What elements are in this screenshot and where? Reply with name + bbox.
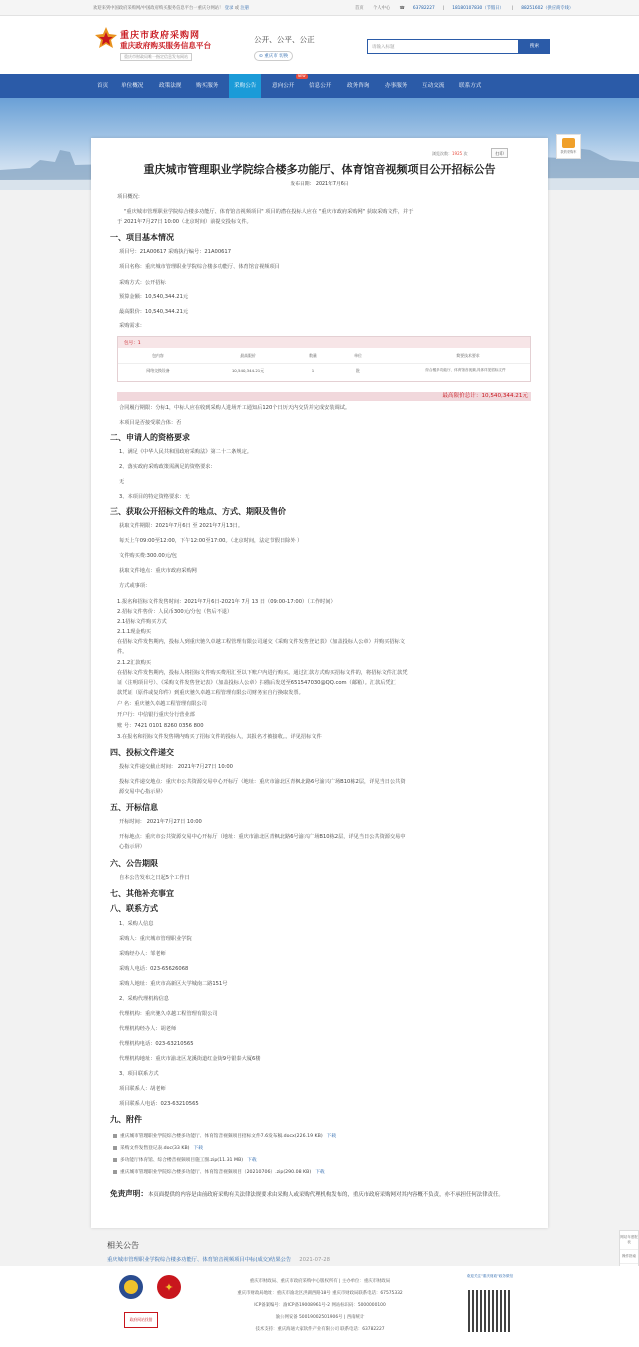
obtain-detail: 2.1招标文件购买方式 <box>117 619 167 625</box>
section-notice-period: 六、公告期限 <box>110 859 158 868</box>
table-cell: 网络交换设备 <box>146 368 170 373</box>
contact-line: 采购人地址：重庆市高新区大学城南二路151号 <box>119 981 228 987</box>
site-header <box>0 16 639 74</box>
cart-icon <box>562 138 575 148</box>
footer <box>0 1266 639 1347</box>
obtain-detail: 款凭证（原件或复印件）到重庆驰久卓越工程管理有限公司财务室自行换取发票。 <box>117 690 304 696</box>
contract-period: 合同履行期限：分标1，中标人应在收到采购人进场开工通知后120个日历天内交货并完成安装调试。 <box>119 405 351 411</box>
section-contact: 八、联系方式 <box>110 904 158 913</box>
requirement-table <box>117 336 531 382</box>
overview-label: 项目概况： <box>117 194 143 200</box>
guide-button[interactable]: 操作指南 <box>620 1250 638 1264</box>
budget-amount: 预算金额：10,540,344.21元 <box>119 294 189 300</box>
attachment-name[interactable]: 重庆城市管理职业学院综合楼多功能厅、体育馆音视频项目招标文件7.6发布稿.docx(226.19 KB) <box>120 1134 323 1139</box>
publish-date: 发布日期： 2021年7月6日 <box>290 182 349 187</box>
consortium: 本项目是否接受联合体：否 <box>119 420 182 426</box>
bid-location-2: 源交易中心指示屏） <box>119 789 166 795</box>
logo-subtitle: 重庆政府购买服务信息平台 <box>120 41 212 50</box>
logo-title: 重庆市政府采购网 <box>120 31 201 41</box>
attachment-icon <box>113 1134 117 1138</box>
section-basic-info: 一、项目基本情况 <box>110 233 174 242</box>
nav-policy[interactable]: 政策法规 <box>159 83 182 89</box>
search-input[interactable]: 请输入标题 <box>367 39 519 54</box>
party-emblem-icon[interactable] <box>156 1274 182 1300</box>
contact-line: 代理机构经办人：胡老师 <box>119 1026 177 1032</box>
qualification-2: 2、落实政府采购政策需满足的资格要求： <box>119 464 216 470</box>
obtain-detail: 1.报名和招标文件发售时间：2021年7月6日-2021年 7月 13 日（09:00-17:00）（工作时间） <box>117 599 336 605</box>
footer-line: 技术支持：重庆海通大家软件产业有限公司 联系电话：63782227 <box>255 1327 385 1332</box>
top-links: 首页 个人中心 ☎ 63782227 | 18180107830（节假日） | 88251602（供应商专线） <box>355 6 574 11</box>
attachment-item <box>113 1145 203 1151</box>
download-link[interactable]: 下载 <box>247 1158 257 1163</box>
nav-buy-service[interactable]: 购买服务 <box>196 83 219 89</box>
section-obtain-docs: 三、获取公开招标文件的地点、方式、期限及售价 <box>110 507 286 516</box>
qualification-3: 3、本项目的特定资格要求：无 <box>119 494 190 500</box>
footer-line: 渝公网安备 50019002501906号 | 西南统计 <box>275 1315 365 1320</box>
bid-deadline: 投标文件递交截止时间： 2021年7月27日 10:00 <box>119 764 233 770</box>
obtain-detail: 户 名：重庆驰久卓越工程管理有限公司 <box>117 701 207 707</box>
footer-line: ICP备案编号：渝ICP备19008961号-2 网站标识码：5000000100 <box>254 1303 386 1308</box>
nav-info-public[interactable]: 信息公开 <box>309 83 332 89</box>
attachment-item <box>113 1157 257 1163</box>
obtain-hours: 每天上午09:00至12:00，下午12:00至17:00。（北京时间，法定节假日除外 ） <box>119 538 303 544</box>
contact-line: 项目联系人电话：023-63210565 <box>119 1101 199 1107</box>
contact-line: 2、采购代理机构信息 <box>119 996 169 1002</box>
project-number: 项目号：21A00617 采购执行编号：21A00617 <box>119 249 232 255</box>
attachment-name[interactable]: 多功能厅体育馆、综合楼音视频项目施工图.zip(11.31 MB) <box>120 1158 244 1163</box>
procurement-need: 采购需求： <box>119 323 145 329</box>
slogan: 公开、公平、公正 <box>254 35 315 44</box>
nav-procurement-notice[interactable]: 采购公告 <box>229 74 261 98</box>
obtain-detail: 2.1.1现金购买 <box>117 629 151 635</box>
project-name: 项目名称：重庆城市管理职业学院综合楼多功能厅、体育馆音视频项目 <box>119 264 280 270</box>
personal-center-link[interactable]: 个人中心 <box>372 6 391 11</box>
disclaimer <box>110 1188 530 1201</box>
main-nav <box>0 74 639 98</box>
annual-report-button[interactable]: 网站年度报表 <box>620 1231 638 1250</box>
obtain-detail: 在招标文件发售期内，投标人将招标文件购买费用汇至以下账户内进行购买。通过汇款方式购买招标文件的，将招标文件汇款凭 <box>117 670 408 676</box>
nav-overview[interactable]: 单位概况 <box>121 83 144 89</box>
obtain-detail: 在招标文件发售期内，投标人到重庆驰久卓越工程管理有限公司递交《采购文件发售登记表》（加盖投标人公章）并购买招标文 <box>117 639 405 645</box>
table-header-cell: 最高限价 <box>240 353 256 358</box>
nav-service[interactable]: 办事服务 <box>385 83 408 89</box>
table-cell: 综合楼多功能厅、体育馆音视频,具体详见招标文件 <box>425 368 506 372</box>
contact-line: 1、采购人信息 <box>119 921 154 927</box>
nav-consult[interactable]: 政务咨询 <box>347 83 370 89</box>
procurement-method: 采购方式：公开招标 <box>119 280 166 286</box>
attachment-item <box>113 1133 336 1139</box>
top-bar <box>0 0 639 16</box>
max-price: 最高限价：10,540,344.21元 <box>119 309 189 315</box>
section-opening: 五、开标信息 <box>110 803 158 812</box>
obtain-place: 获取文件地点：重庆市政府采购网 <box>119 568 197 574</box>
obtain-detail: 账 号：7421 0101 8260 0356 800 <box>117 723 204 729</box>
svg-text:✦: ✦ <box>164 1281 174 1294</box>
home-link[interactable]: 首页 <box>355 6 364 11</box>
overview-text-1: "重庆城市管理职业学院综合楼多功能厅、体育馆音视频项目" 项目的潜在投标人应在 "重庆市政府采购网" 获取采购文件，并于 <box>124 209 414 215</box>
obtain-detail: 2.招标文件售价：人民币300元/分包（售后不退） <box>117 609 233 615</box>
download-link[interactable]: 下载 <box>193 1146 203 1151</box>
contact-line: 采购人：重庆城市管理职业学院 <box>119 936 192 942</box>
attachment-name[interactable]: 采购文件发售登记表.doc(33 KB) <box>120 1146 190 1151</box>
welcome-text: 欢迎来到中国政府采购网/中国政府购买服务信息平台一重庆分网站！ 登录 或 注册 <box>93 6 249 11</box>
region-switch[interactable]: ⊙ 重庆市 切换 <box>254 51 293 61</box>
attachment-icon <box>113 1170 117 1174</box>
attachment-name[interactable]: 重庆城市管理职业学院综合楼多功能厅、体育馆音视频项目（20210706）.zip(290.08 KB) <box>120 1170 312 1175</box>
location-icon: ⊙ <box>259 54 263 59</box>
wechat-qr-code <box>468 1290 510 1332</box>
obtain-method: 方式或事项： <box>119 583 151 589</box>
qr-label: 欢迎关注"重庆财政"政务微信 <box>466 1274 514 1278</box>
footer-line: 重庆市财政局、重庆市政府采购中心版权所有 | 主办单位：重庆市财政局 <box>249 1279 391 1284</box>
contact-line: 代理机构：重庆驰久卓越工程管理有限公司 <box>119 1011 218 1017</box>
phone-3: 88251602（供应商专线） <box>521 6 574 11</box>
nav-interaction[interactable]: 互动交流 <box>422 83 445 89</box>
new-badge: NEW <box>298 74 306 78</box>
section-attachments: 九、附件 <box>110 1115 142 1124</box>
attachment-item <box>113 1169 325 1175</box>
related-date: 2021-07-28 <box>299 1257 331 1263</box>
section-other: 七、其他补充事宜 <box>110 889 174 898</box>
attachment-icon <box>113 1146 117 1150</box>
nav-intention[interactable]: 意向公开 <box>272 83 295 89</box>
max-price-total: 最高限价总计：10,540,344.21元 <box>117 392 531 401</box>
section-qualification: 二、申请人的资格要求 <box>110 433 190 442</box>
nav-contact[interactable]: 联系方式 <box>459 83 482 89</box>
contact-line: 3、项目联系方式 <box>119 1071 159 1077</box>
table-divider <box>118 363 530 364</box>
search-button[interactable]: 搜索 <box>519 39 550 54</box>
related-heading: 相关公告 <box>107 1241 139 1250</box>
table-header-cell: 数量 <box>309 353 317 358</box>
bid-location: 投标文件递交地点：重庆市公共资源交易中心开标厅（地址：重庆市渝北区青枫北路6号渝兴广场B10栋2层，详见当日公共资 <box>119 779 406 785</box>
police-emblem-icon[interactable] <box>118 1274 144 1300</box>
nav-home[interactable]: 首页 <box>97 83 109 89</box>
phone-2: 18180107830（节假日） <box>452 6 504 11</box>
obtain-detail: 2.1.2汇款购买 <box>117 660 151 666</box>
obtain-detail: 证（注明项目号）、《采购文件发售登记表》（加盖投标人公章）扫描后发送至651547030@QQ.com（邮箱）。汇款后凭汇 <box>117 680 396 686</box>
obtain-detail: 开户行：中信银行重庆分行营业部 <box>117 712 195 718</box>
procurement-cart[interactable]: 我的采购车 <box>556 134 581 159</box>
obtain-detail: 件。 <box>117 649 128 655</box>
download-link[interactable]: 下载 <box>326 1134 337 1139</box>
attachment-icon <box>113 1158 117 1162</box>
related-item[interactable] <box>107 1255 330 1263</box>
obtain-period: 获取文件期限：2021年7月6日 至 2021年7月13日。 <box>119 523 244 529</box>
table-cell: 批 <box>356 368 360 373</box>
page-title: 重庆城市管理职业学院综合楼多功能厅、体育馆音视频项目公开招标公告 <box>143 163 496 176</box>
phone-icon: ☎ <box>399 6 405 11</box>
table-header-cell: 单位 <box>354 353 362 358</box>
footer-line: 重庆市财政局地址：重庆市渝北区洪湖西路18号 重庆市财政局联系电话：67575332 <box>237 1291 403 1296</box>
contact-line: 采购经办人：邹老师 <box>119 951 166 957</box>
table-package-header: 包号：1 <box>118 337 530 348</box>
register-link[interactable]: 注册 <box>240 6 249 11</box>
phone-1: 63782227 <box>412 6 435 11</box>
disclaimer-text: 本页面提供的内容是由前政府采购有关法律法规要求由采购人或采购代理机构发布的，重庆市政府采购网对其内容概不负责，亦不承担任何法律责任。 <box>147 1192 504 1198</box>
table-cell: 10,540,344.21元 <box>231 368 265 373</box>
download-link[interactable]: 下载 <box>315 1170 325 1175</box>
table-header-cell: 简要技术要求 <box>456 353 480 358</box>
qualification-none: 无 <box>119 479 125 485</box>
site-logo-icon[interactable] <box>94 26 118 50</box>
contact-line: 项目联系人：胡老师 <box>119 1086 166 1092</box>
qualification-1: 1、满足《中华人民共和国政府采购法》第二十二条规定。 <box>119 449 252 455</box>
contact-line: 采购人电话：023-65626068 <box>119 966 189 972</box>
view-count: 浏览次数：1925 次 <box>432 151 468 156</box>
section-bid-submission: 四、投标文件递交 <box>110 748 174 757</box>
obtain-detail: 3.在报名和招标文件发售期内购买了招标文件的投标人，其报名才被接收。。详见招标文件 <box>117 734 322 740</box>
login-link[interactable]: 登录 <box>224 6 234 11</box>
disclaimer-title: 免责声明： <box>110 1189 148 1198</box>
notice-period: 自本公告发布之日起5个工作日 <box>119 875 190 881</box>
contact-line: 代理机构地址：重庆市渝北区龙溪街道红金街9号银泰大厦6楼 <box>119 1056 261 1062</box>
gov-site-error-badge[interactable]: 政府网站找错 <box>124 1312 158 1328</box>
print-button[interactable]: 打印 <box>491 148 508 158</box>
logo-tagline: 重庆市财政局唯一指定信息发布网站 <box>120 53 192 61</box>
opening-place: 开标地点：重庆市公共资源交易中心开标厅（地址：重庆市渝北区青枫北路6号渝兴广场B10栋2层，详见当日公共资源交易中 <box>119 834 406 840</box>
table-cell: 1 <box>311 368 315 373</box>
related-title[interactable]: 重庆城市管理职业学院综合楼多功能厅、体育馆音视频项目中标(成交)结果公告 <box>107 1257 292 1263</box>
contact-line: 代理机构电话：023-63210565 <box>119 1041 194 1047</box>
obtain-price: 文件购买费:300.00元/包 <box>119 553 177 559</box>
opening-time: 开标时间： 2021年7月27日 10:00 <box>119 819 202 825</box>
opening-place-2: 心指示屏） <box>119 844 145 850</box>
overview-text-2: 于 2021年7月27日 10:00（北京时间）前提交投标文件。 <box>117 219 252 225</box>
table-header-cell: 包内容 <box>152 353 164 358</box>
